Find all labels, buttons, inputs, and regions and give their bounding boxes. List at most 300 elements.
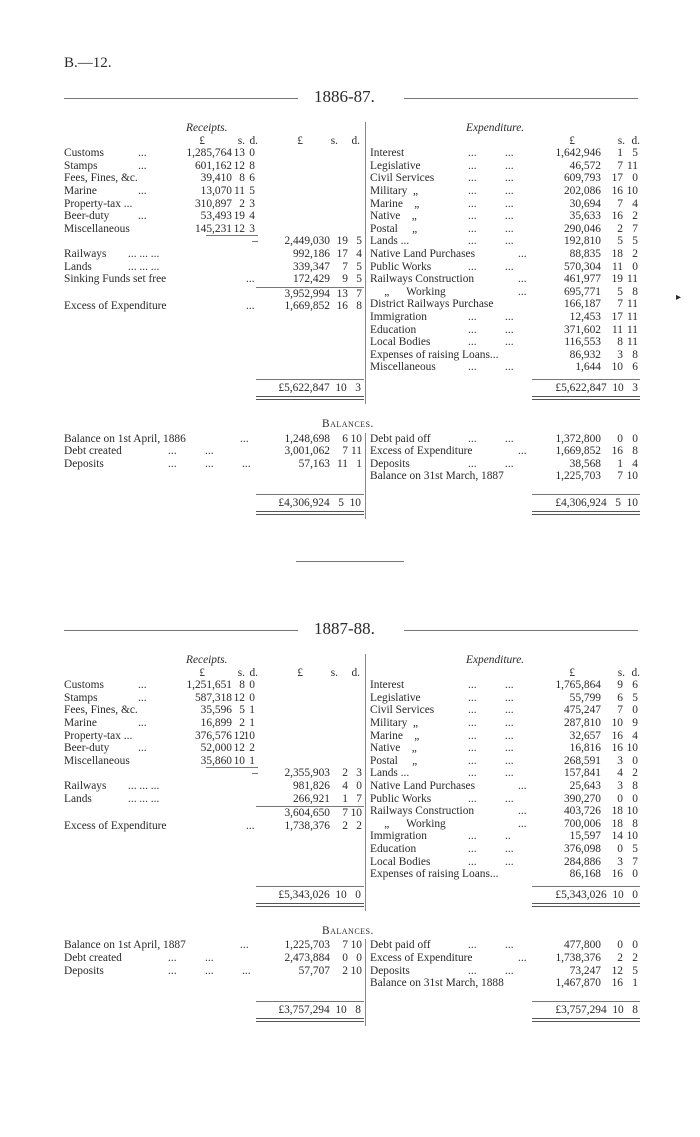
expenditure-pounds: 1,765,864: [555, 679, 601, 692]
balance-left-pence: 1: [356, 457, 362, 470]
balance-right-shillings: 2: [617, 952, 623, 964]
balance-right-dots: ... ...: [468, 457, 514, 470]
balance-right-shillings: 7: [617, 470, 623, 483]
balance-right-shillings: 16: [611, 445, 623, 458]
balance-left-pounds: 3,001,062: [284, 445, 330, 458]
expenditure-pence: 10: [626, 805, 638, 818]
balance-left-label: Deposits: [64, 457, 104, 470]
receipt-pence: 0: [249, 691, 255, 704]
receipt-label: Beer-duty: [64, 742, 110, 755]
receipt-other-pounds: 339,347: [292, 260, 330, 273]
expenditure-label: Railways Construction: [370, 273, 475, 286]
expenditure-dots: ... ...: [468, 159, 514, 172]
balance-left-pence: 10: [350, 432, 362, 445]
excess-label: Excess of Expenditure: [64, 819, 167, 832]
grand-total-receipts: £5,622,847 10 3: [278, 382, 361, 394]
receipt-shillings: 12: [233, 159, 245, 172]
expenditure-label: Public Works: [370, 792, 432, 805]
receipt-label: Customs: [64, 147, 104, 160]
expenditure-pence: 0: [632, 792, 638, 805]
balance-left-pounds: 57,707: [298, 964, 330, 977]
balances-heading: Balances.: [322, 924, 374, 937]
receipt-dots: ...: [138, 679, 147, 692]
receipt-other-pounds: 266,921: [292, 792, 330, 805]
expenditure-dots: ... ...: [468, 185, 514, 197]
expenditure-label: Native „: [370, 210, 417, 223]
receipts-subtotal-pounds: 2,355,903: [284, 767, 330, 780]
receipt-pounds: 310,897: [194, 197, 232, 210]
balances-total-rule-left: [256, 1001, 364, 1002]
receipts-subtotal-pence: 3: [356, 767, 362, 780]
balance-left-pounds: 1,225,703: [284, 939, 330, 952]
grand-total-dbl-right: [532, 396, 640, 400]
expenditure-label: Expenses of raising Loans...: [370, 348, 499, 361]
margin-arrow-mark: ▸: [676, 292, 682, 303]
expenditure-dots: ... ...: [468, 260, 514, 273]
title-rule-left: [64, 630, 298, 631]
excess-pounds: 1,669,852: [284, 300, 330, 313]
unit-pence-exp: d.: [631, 666, 640, 679]
expenditure-pounds: 157,841: [563, 767, 601, 780]
expenditure-pence: 6: [632, 679, 638, 692]
receipt-label: Fees, Fines, &c.: [64, 704, 138, 717]
receipts-total-shillings: 7: [342, 807, 348, 820]
receipt-pounds: 601,162: [194, 159, 232, 172]
expenditure-shillings: 6: [617, 691, 623, 704]
excess-pence: 2: [356, 819, 362, 832]
receipt-pounds: 1,251,651: [186, 679, 232, 692]
expenditure-dots: ... ...: [468, 767, 514, 780]
expenditure-label: Legislative: [370, 691, 421, 704]
expenditure-pounds: 287,810: [563, 717, 601, 729]
balance-left-dots: ...: [240, 939, 249, 952]
expenditure-dots: ... ...: [468, 679, 514, 692]
expenditure-shillings: 7: [617, 298, 623, 311]
balance-right-dots: ... ...: [468, 964, 514, 977]
expenditure-label: Marine „: [370, 197, 420, 210]
expenditure-pounds: 609,793: [563, 172, 601, 185]
unit-pound-outer: £: [297, 666, 303, 679]
expenditure-shillings: 10: [611, 717, 623, 729]
unit-pound-inner: £: [199, 666, 205, 679]
receipt-dots: ...: [138, 717, 147, 729]
receipt-other-pence: 0: [356, 780, 362, 792]
receipt-pence: 2: [249, 742, 255, 755]
expenditure-pounds: 86,932: [569, 348, 601, 361]
balance-left-label: Balance on 1st April, 1887: [64, 939, 186, 952]
receipt-other-label: Railways: [64, 248, 107, 260]
expenditure-pence: 11: [627, 336, 638, 349]
year-title: 1886-87.: [314, 87, 375, 106]
balance-left-label: Deposits: [64, 964, 104, 977]
expenditure-label: Local Bodies: [370, 855, 431, 868]
receipt-other-pence: 7: [356, 792, 362, 805]
expenditure-shillings: 3: [617, 348, 623, 361]
balances-total-left: £4,306,924 5 10: [278, 497, 361, 509]
expenditure-pence: 7: [632, 855, 638, 868]
receipt-pounds: 16,899: [200, 717, 232, 729]
expenditure-pence: 5: [632, 691, 638, 704]
grand-total-dbl-right: [532, 903, 640, 907]
balance-right-label: Balance on 31st March, 1888: [370, 977, 504, 990]
column-divider: [365, 122, 366, 404]
expenditure-label: Lands ...: [370, 767, 410, 780]
expenditure-pounds: 35,633: [569, 210, 601, 223]
unit-pence-inner: d.: [249, 134, 258, 147]
expenditure-dots: ... ..: [468, 830, 511, 843]
expenditure-shillings: 3: [617, 780, 623, 792]
receipts-total-pence: 10: [350, 807, 362, 820]
expenditure-dots: ... ...: [468, 691, 514, 704]
expenditure-pounds: 88,835: [569, 248, 601, 260]
balance-left-shillings: 7: [342, 445, 348, 458]
receipt-other-pounds: 981,826: [292, 780, 330, 792]
expenditure-pounds: 1,644: [575, 361, 601, 374]
unit-shilling-exp: s.: [617, 666, 625, 679]
unit-shilling-outer: s.: [330, 134, 338, 147]
balance-left-pounds: 57,163: [298, 457, 330, 470]
receipts-total-pounds: 3,604,650: [284, 807, 330, 820]
expenditure-shillings: 7: [617, 704, 623, 717]
balance-right-pounds: 1,669,852: [555, 445, 601, 458]
expenditure-shillings: 14: [611, 830, 623, 843]
receipt-pence: 0: [249, 679, 255, 692]
receipt-other-label: Sinking Funds set free: [64, 273, 167, 286]
balance-left-pence: 11: [351, 445, 362, 458]
receipt-pounds: 35,860: [200, 754, 232, 767]
expenditure-heading: Expenditure.: [466, 654, 525, 666]
receipt-other-shillings: 7: [342, 260, 348, 273]
balance-right-pounds: 38,568: [569, 457, 601, 470]
title-rule-right: [404, 98, 638, 99]
expenditure-dots: ... ...: [468, 147, 514, 160]
unit-pence-exp: d.: [631, 134, 640, 147]
expenditure-shillings: 18: [611, 805, 623, 818]
expenditure-pounds: 116,553: [564, 336, 601, 349]
receipts-total-pence: 7: [356, 287, 362, 300]
receipt-other-dots: ... ... ...: [128, 792, 160, 805]
grand-total-expenditure: £5,622,847 10 3: [555, 382, 638, 394]
expenditure-dots: ... ...: [468, 843, 514, 855]
expenditure-label: Military „: [370, 717, 419, 729]
balance-right-dots: ...: [518, 952, 527, 964]
expenditure-pence: 2: [632, 210, 638, 223]
expenditure-pence: 2: [632, 248, 638, 260]
receipt-shillings: 12: [233, 222, 245, 235]
balance-right-pence: 0: [632, 432, 638, 445]
balance-right-shillings: 0: [617, 939, 623, 952]
expenditure-pence: 2: [632, 767, 638, 780]
balance-right-pence: 4: [632, 457, 638, 470]
receipt-dots: ...: [138, 691, 147, 704]
receipt-label: Marine: [64, 185, 97, 197]
expenditure-shillings: 5: [617, 235, 623, 248]
expenditure-shillings: 0: [617, 843, 623, 855]
expenditure-label: Railways Construction: [370, 805, 475, 818]
expenditure-pence: 0: [632, 704, 638, 717]
receipt-label: Marine: [64, 717, 97, 729]
expenditure-shillings: 5: [617, 285, 623, 298]
balance-right-pence: 0: [632, 939, 638, 952]
balance-right-pounds: 1,467,870: [555, 977, 601, 990]
expenditure-pence: 4: [632, 197, 638, 210]
expenditure-pounds: 192,810: [563, 235, 601, 248]
receipt-shillings: 19: [233, 210, 245, 223]
balance-right-pence: 5: [632, 964, 638, 977]
expenditure-pence: 10: [626, 185, 638, 197]
balances-total-right: £4,306,924 5 10: [555, 497, 638, 509]
balances-total-rule-right: [532, 1001, 640, 1002]
receipt-other-label: Railways: [64, 780, 107, 792]
balances-divider: [365, 433, 366, 519]
receipt-pence: 5: [249, 185, 255, 197]
balance-left-shillings: 11: [337, 457, 348, 470]
receipts-total-shillings: 13: [336, 287, 348, 300]
expenditure-dots: ... ...: [468, 235, 514, 248]
receipt-pounds: 587,318: [194, 691, 232, 704]
expenditure-label: Civil Services: [370, 172, 435, 185]
expenditure-pounds: 15,597: [569, 830, 601, 843]
expenditure-label: Miscellaneous: [370, 361, 436, 374]
expenditure-pounds: 376,098: [563, 843, 601, 855]
expenditure-label: Civil Services: [370, 704, 435, 717]
balance-right-label: Balance on 31st March, 1887: [370, 470, 504, 483]
unit-pence-inner: d.: [249, 666, 258, 679]
expenditure-pence: 0: [632, 754, 638, 767]
receipt-other-shillings: 4: [342, 780, 348, 792]
unit-shilling-outer: s.: [330, 666, 338, 679]
receipt-shillings: 12: [233, 729, 245, 742]
expenditure-dots: ... ...: [468, 172, 514, 185]
expenditure-shillings: 16: [611, 868, 623, 881]
balance-right-pounds: 1,372,800: [555, 432, 601, 445]
expenditure-label: Interest: [370, 679, 405, 692]
receipt-pence: 4: [249, 210, 255, 223]
balance-right-shillings: 12: [611, 964, 623, 977]
expenditure-dots: ... ...: [468, 717, 514, 729]
expenditure-pounds: 16,816: [569, 742, 601, 755]
grand-total-dbl-left: [256, 396, 364, 400]
expenditure-label: Immigration: [370, 311, 427, 323]
expenditure-pounds: 12,453: [569, 311, 601, 323]
receipt-pence: 10: [243, 729, 255, 742]
expenditure-shillings: 16: [611, 210, 623, 223]
expenditure-shillings: 17: [611, 172, 623, 185]
balance-right-label: Debt paid off: [370, 939, 431, 952]
receipt-pence: 3: [249, 222, 255, 235]
grand-total-rule-left: [256, 886, 364, 887]
balance-right-dots: ...: [518, 445, 527, 458]
expenditure-pence: 7: [632, 222, 638, 235]
balance-right-label: Deposits: [370, 457, 410, 470]
receipt-shillings: 10: [233, 754, 245, 767]
receipt-pounds: 35,596: [200, 704, 232, 717]
balances-divider: [365, 939, 366, 1025]
expenditure-shillings: 11: [612, 260, 623, 273]
balance-right-pounds: 1,738,376: [555, 952, 601, 964]
grand-total-dbl-left: [256, 903, 364, 907]
expenditure-pence: 5: [632, 843, 638, 855]
expenditure-shillings: 17: [611, 311, 623, 323]
expenditure-shillings: 3: [617, 754, 623, 767]
balance-right-dots: ... ...: [468, 432, 514, 445]
balance-right-shillings: 16: [611, 977, 623, 990]
title-rule-left: [64, 98, 298, 99]
expenditure-pounds: 570,304: [563, 260, 601, 273]
expenditure-pence: 5: [632, 147, 638, 160]
receipt-shillings: 12: [233, 742, 245, 755]
receipt-other-shillings: 9: [342, 273, 348, 286]
expenditure-pence: 8: [632, 817, 638, 830]
receipt-other-shillings: 1: [342, 792, 348, 805]
receipt-label: Stamps: [64, 691, 98, 704]
expenditure-label: Interest: [370, 147, 405, 160]
expenditure-label: Expenses of raising Loans...: [370, 868, 499, 881]
expenditure-shillings: 7: [617, 197, 623, 210]
balance-left-shillings: 7: [342, 939, 348, 952]
expenditure-dots: ... ...: [468, 792, 514, 805]
balance-left-pence: 0: [356, 952, 362, 964]
receipt-pounds: 53,493: [200, 210, 232, 223]
expenditure-pounds: 268,591: [563, 754, 601, 767]
receipt-other-label: Lands: [64, 792, 92, 805]
balances-dbl-right: [532, 1018, 640, 1022]
receipt-pounds: 39,410: [200, 172, 232, 185]
receipts-total-pounds: 3,952,994: [284, 287, 330, 300]
expenditure-pounds: 695,771: [563, 285, 601, 298]
grand-total-rule-left: [256, 379, 364, 380]
expenditure-label: Public Works: [370, 260, 432, 273]
receipt-label: Fees, Fines, &c.: [64, 172, 138, 185]
balance-left-shillings: 2: [342, 964, 348, 977]
receipt-label: Property-tax ...: [64, 197, 133, 210]
expenditure-shillings: 18: [611, 817, 623, 830]
column-divider: [365, 654, 366, 911]
receipt-shillings: 11: [234, 185, 245, 197]
expenditure-shillings: 0: [617, 792, 623, 805]
unit-pence-outer: d.: [351, 134, 360, 147]
expenditure-label: Native „: [370, 742, 417, 755]
receipt-shillings: 8: [239, 172, 245, 185]
expenditure-shillings: 18: [611, 248, 623, 260]
receipt-pence: 3: [249, 197, 255, 210]
unit-pence-outer: d.: [351, 666, 360, 679]
expenditure-dots: ...: [518, 817, 527, 830]
expenditure-dots: ...: [518, 805, 527, 818]
balance-left-shillings: 6: [342, 432, 348, 445]
balances-total-right: £3,757,294 10 8: [555, 1003, 638, 1016]
receipt-pounds: 1,285,764: [186, 147, 232, 160]
expenditure-pence: 8: [632, 780, 638, 792]
balance-left-shillings: 0: [342, 952, 348, 964]
expenditure-dots: ... ...: [468, 323, 514, 336]
balance-left-pence: 10: [350, 939, 362, 952]
expenditure-pounds: 25,643: [569, 780, 601, 792]
expenditure-pence: 10: [626, 830, 638, 843]
expenditure-pounds: 475,247: [563, 704, 601, 717]
expenditure-pounds: 403,726: [563, 805, 601, 818]
expenditure-pence: 4: [632, 729, 638, 742]
excess-label: Excess of Expenditure: [64, 300, 167, 313]
expenditure-label: Education: [370, 323, 417, 336]
expenditure-shillings: 10: [611, 361, 623, 374]
expenditure-pence: 11: [627, 311, 638, 323]
expenditure-shillings: 11: [612, 323, 623, 336]
expenditure-dots: ... ...: [468, 311, 514, 323]
balance-right-shillings: 0: [617, 432, 623, 445]
receipt-other-dots: ... ... ...: [128, 260, 160, 273]
balance-right-pounds: 477,800: [563, 939, 601, 952]
expenditure-label: District Railways Purchase: [370, 298, 494, 311]
receipt-other-shillings: 17: [336, 248, 348, 260]
excess-pounds: 1,738,376: [284, 819, 330, 832]
expenditure-pence: 10: [626, 742, 638, 755]
balance-left-dots: ... ...: [168, 445, 214, 458]
grand-total-expenditure: £5,343,026 10 0: [555, 888, 638, 901]
expenditure-shillings: 16: [611, 742, 623, 755]
expenditure-label: „ Working: [370, 817, 446, 830]
receipt-other-pounds: 992,186: [292, 248, 330, 260]
expenditure-shillings: 16: [611, 729, 623, 742]
balance-right-shillings: 1: [617, 457, 623, 470]
expenditure-pence: 9: [632, 717, 638, 729]
receipt-other-dots: ... ... ...: [128, 780, 160, 792]
expenditure-label: „ Working: [370, 285, 446, 298]
receipts-heading: Receipts.: [186, 122, 228, 134]
expenditure-pence: 5: [632, 235, 638, 248]
expenditure-shillings: 8: [617, 336, 623, 349]
expenditure-pence: 0: [632, 172, 638, 185]
balance-left-label: Balance on 1st April, 1886: [64, 432, 186, 445]
expenditure-dots: ...: [518, 273, 527, 286]
expenditure-label: Postal „: [370, 754, 418, 767]
balance-left-dots: ...: [240, 432, 249, 445]
receipt-label: Property-tax ...: [64, 729, 133, 742]
balances-total-rule-right: [532, 494, 640, 495]
section-separator: [296, 561, 404, 562]
receipt-pence: 0: [249, 147, 255, 160]
balance-right-label: Excess of Expenditure: [370, 445, 473, 458]
expenditure-pounds: 700,006: [563, 817, 601, 830]
expenditure-shillings: 3: [617, 855, 623, 868]
balances-dbl-left: [256, 511, 364, 515]
expenditure-pounds: 461,977: [563, 273, 601, 286]
balance-left-label: Debt created: [64, 445, 122, 458]
expenditure-dots: ... ...: [468, 336, 514, 349]
receipts-subtotal-pounds: 2,449,030: [284, 235, 330, 248]
balance-left-label: Debt created: [64, 952, 122, 964]
expenditure-pounds: 290,046: [563, 222, 601, 235]
expenditure-pounds: 1,642,946: [555, 147, 601, 160]
receipt-other-dots: ... ... ...: [128, 248, 160, 260]
subtotal-bracket: [252, 241, 258, 242]
grand-total-receipts: £5,343,026 10 0: [278, 888, 361, 901]
receipt-pence: 6: [249, 172, 255, 185]
expenditure-dots: ...: [518, 780, 527, 792]
expenditure-shillings: 9: [617, 679, 623, 692]
receipt-pounds: 376,576: [194, 729, 232, 742]
grand-total-rule-right: [532, 886, 640, 887]
expenditure-dots: ... ...: [468, 742, 514, 755]
balance-left-dots: ... ... ...: [168, 964, 251, 977]
receipts-subtotal-shillings: 2: [342, 767, 348, 780]
receipt-label: Miscellaneous: [64, 754, 130, 767]
receipt-other-dots: ...: [246, 273, 255, 286]
expenditure-label: Marine „: [370, 729, 420, 742]
expenditure-pence: 11: [627, 273, 638, 286]
expenditure-shillings: 4: [617, 767, 623, 780]
balance-right-label: Excess of Expenditure: [370, 952, 473, 964]
